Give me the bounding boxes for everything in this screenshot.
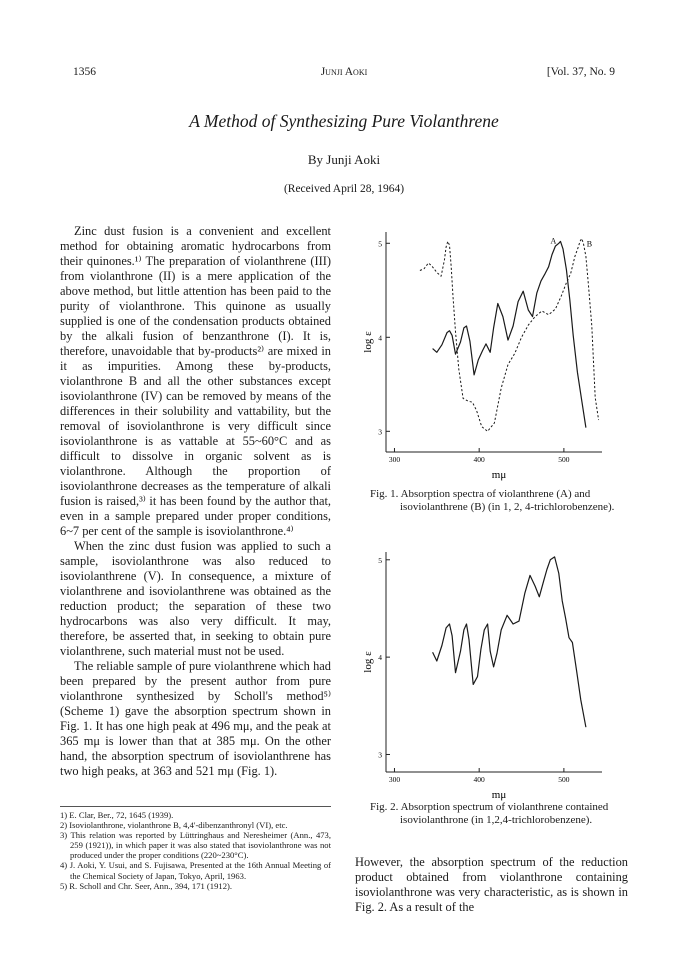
- body-left-column: [60, 224, 331, 779]
- article-title: A Method of Synthesizing Pure Violanthrene: [189, 111, 499, 131]
- footnote: 2) Isoviolanthrone, violanthrone B, 4,4'-dibenzanthronyl (VI), etc.: [60, 820, 288, 831]
- fig2-axes: [378, 552, 602, 784]
- fig1-ylabel: log ε: [362, 331, 374, 353]
- page-number: 1356: [73, 66, 96, 78]
- body-paragraph: The reliable sample of pure violanthrene which had been prepared by the present author from pure violanthrone synthesized by Scholl's method⁵⁾ (Scheme 1) gave the absorption spectrum shown in Fig. 1. It has one high peak at 496 mμ, and the peak at 365 mμ is lower than that at 385 mμ. On the other hand, the absorption spectrum of isoviolanthrene has two high peaks, at 363 and 521 mμ (Fig. 1).: [60, 659, 331, 778]
- fig1-caption-text: Fig. 1. Absorption spectra of violanthrene (A) and isoviolanthrene (B) (in 1, 2, 4-trichlorobenzene).: [370, 488, 615, 514]
- fig1-plot-area: [420, 239, 599, 432]
- figure-1-chart: [355, 220, 615, 482]
- x-tick-label: 500: [558, 455, 570, 464]
- y-tick-label: 5: [378, 555, 382, 565]
- figure-1-caption: [370, 488, 630, 515]
- footnote: 5) R. Scholl and Chr. Seer, Ann., 394, 171 (1912).: [60, 880, 232, 891]
- series-line-1: [433, 557, 586, 727]
- received-date: (Received April 28, 1964): [283, 183, 405, 195]
- fig2-plot-area: [433, 557, 586, 727]
- figure-2-chart: [355, 540, 615, 802]
- fig1-curve-label-a: A: [550, 236, 557, 246]
- fig1-curve-label-b: B: [586, 239, 593, 249]
- body-paragraph: When the zinc dust fusion was applied to such a sample, isoviolanthrone was also reduced to isoviolanthrene (V). In consequence, a mixture of violanthrene and isoviolanthrene was obtained as the reduction product; the separation of these two hydrocarbons was also very difficult. It may, therefore, be asserted that, in seeking to obtain pure violanthrene, such material must not be used.: [60, 539, 331, 658]
- fig2-ylabel: log ε: [362, 651, 374, 673]
- footnote: 1) E. Clar, Ber., 72, 1645 (1939).: [60, 810, 174, 820]
- y-tick-label: 3: [378, 750, 382, 760]
- body-right-column: [355, 855, 628, 915]
- fig2-caption-text: Fig. 2. Absorption spectrum of violanthrene contained isoviolanthrone (in 1,2,4-trichlorobenzene).: [370, 801, 609, 827]
- fig1-axes: [378, 232, 602, 464]
- y-tick-label: 5: [378, 239, 382, 249]
- x-tick-label: 300: [388, 455, 401, 464]
- footnote: 4) J. Aoki, Y. Usui, and S. Fujisawa, Presented at the 16th Annual Meeting of the Chemical Society of Japan, Tokyo, April, 1963.: [60, 860, 331, 881]
- figure-2-caption: [370, 801, 630, 828]
- series-line-a: [433, 241, 586, 427]
- running-author: Junji Aoki: [320, 66, 368, 78]
- fig2-xlabel: mμ: [491, 789, 507, 801]
- y-tick-label: 4: [378, 653, 382, 663]
- body-paragraph: Zinc dust fusion is a convenient and excellent method for obtaining aromatic hydrocarbons from their quinones.¹⁾ The preparation of violanthrene (III) from violanthrone (II) is a mere application of the above method, but little attention has been paid to the purity of violanthrone. This quinone as usually supplied is one of the condensation products obtained by the alkali fusion of benzanthrone (I). It is, therefore, unavoidable that by-products²⁾ are mixed in it as impurities. Among these by-products, violanthrone B and all the other substances except isoviolanthrone (IV) can be removed by means of the differences in their solubility and vattability, but the removal of isoviolanthrone is very difficult since isoviolanthrone is as vattable at 55~60°C and as difficult to dissolve in organic solvent as is violanthrone. Although the proportion of isoviolanthrone decreases as the temperature of alkali fusion is raised,³⁾ it has been found by the author that, even in a sample prepared under proper conditions, 6~7 per cent of the sample is isoviolanthrone.⁴⁾: [60, 224, 331, 538]
- x-tick-label: 500: [558, 775, 570, 784]
- article-byline: By Junji Aoki: [307, 152, 381, 167]
- x-tick-label: 300: [388, 775, 401, 784]
- footnotes: [60, 810, 331, 891]
- fig1-xlabel: mμ: [491, 469, 507, 481]
- x-tick-label: 400: [473, 775, 485, 784]
- y-tick-label: 3: [378, 427, 382, 437]
- body-paragraph: However, the absorption spectrum of the reduction product obtained from violanthrone containing isoviolanthrone was very characteristic, as is shown in Fig. 2. As a result of the: [355, 855, 628, 914]
- x-tick-label: 400: [473, 455, 485, 464]
- journal-volume: [Vol. 37, No. 9: [546, 66, 615, 78]
- footnote: 3) This relation was reported by Lüttringhaus and Neresheimer (Ann., 473, 259 (1921)), in which paper it was also stated that isoviolanthrone was not produced under the proper conditions (220~230°C).: [60, 830, 331, 861]
- y-tick-label: 4: [378, 333, 382, 343]
- footnote-rule: [60, 806, 331, 807]
